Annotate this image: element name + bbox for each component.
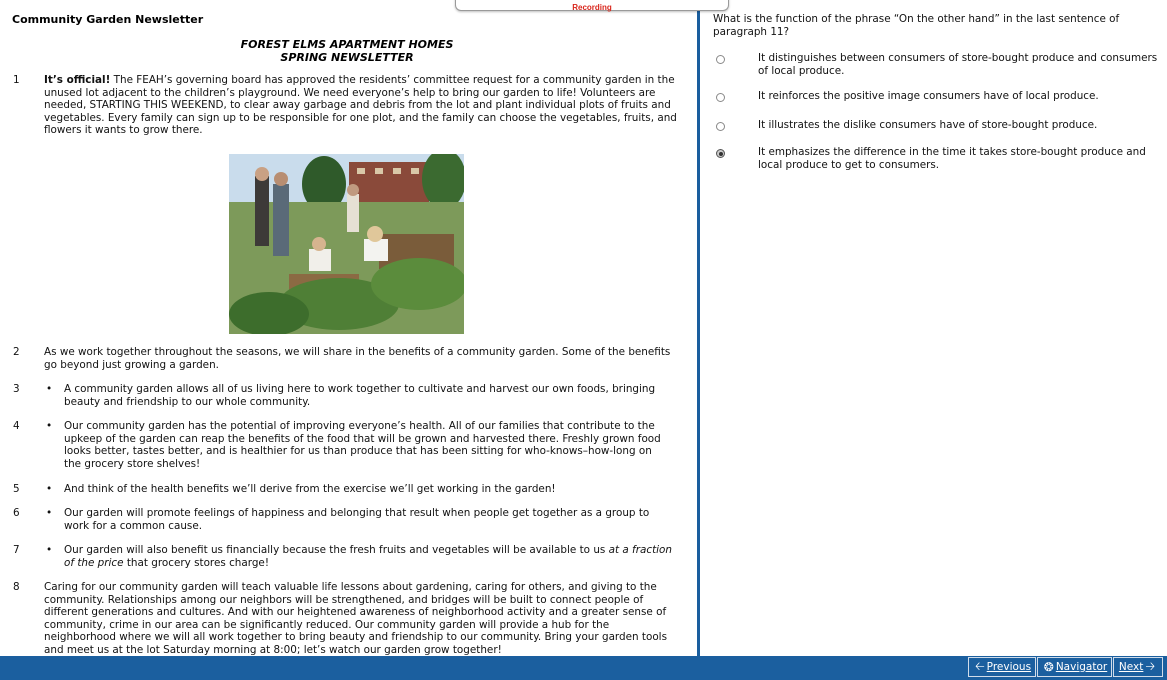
recording-indicator	[455, 0, 729, 11]
answer-option-text[interactable]: It illustrates the dislike consumers have of store-bought produce.	[758, 119, 1098, 131]
paragraph-body	[64, 544, 672, 569]
navigator-icon: ❂	[1043, 660, 1054, 674]
answer-option-text[interactable]: It distinguishes between consumers of store-bought produce and consumers of local produce.	[758, 52, 1158, 77]
answer-option-text[interactable]: It emphasizes the difference in the time it takes store-bought produce and local produce to get to consumers.	[758, 146, 1146, 171]
bullet-mark: •	[46, 420, 53, 432]
bullet-mark: •	[46, 544, 53, 556]
newsletter-heading-line1: FOREST ELMS APARTMENT HOMES	[240, 38, 454, 51]
previous-button[interactable]	[968, 657, 1036, 677]
question-prompt: What is the function of the phrase “On the other hand” in the last sentence of paragraph 11?	[713, 13, 1120, 38]
bullet-mark: •	[46, 483, 53, 495]
radio-button-selected[interactable]	[716, 149, 725, 158]
paragraph-text: that grocery stores charge!	[123, 556, 269, 569]
paragraph-body	[44, 74, 678, 137]
paragraph-number: 6	[13, 507, 20, 519]
radio-button[interactable]	[716, 55, 725, 64]
paragraph-lead: It’s official!	[44, 74, 111, 86]
answer-option-c[interactable]	[700, 119, 1167, 135]
paragraph-number: 8	[13, 581, 20, 593]
paragraph-number: 2	[13, 346, 20, 358]
garden-photo	[229, 154, 464, 334]
recording-label: Recording	[572, 3, 612, 12]
paragraph-number: 1	[13, 74, 20, 86]
paragraph-text: A community garden allows all of us living here to work together to cultivate and harvest our own foods, bringing beauty and friendship to our whole community.	[64, 383, 656, 408]
answer-option-b[interactable]	[700, 90, 1167, 106]
paragraph-number: 5	[13, 483, 20, 495]
previous-label: Previous	[986, 661, 1032, 673]
paragraph-number: 4	[13, 420, 20, 432]
navigator-button[interactable]	[1037, 657, 1112, 677]
radio-button[interactable]	[716, 93, 725, 102]
paragraph-text: The FEAH’s governing board has approved the residents’ committee request for a community garden in the unused lot adjacent to the children’s playground. We need everyone’s help to bring our garden to life! Volunteers are needed, STARTING THIS WEEKEND, to clear away garbage and debris from the lot and plant individual plots of fruits and vegetables. Every family can sign up to be responsible for one plot, and the family can choose the vegetables, fruits, and flowers it wants to grow there.	[44, 74, 677, 137]
bullet-mark: •	[46, 383, 53, 395]
paragraph-text: As we work together throughout the seasons, we will share in the benefits of a community garden. Some of the benefits go beyond just growing a garden.	[44, 346, 671, 371]
arrow-right-icon: 🡢	[1145, 658, 1156, 673]
paragraph-number: 3	[13, 383, 20, 395]
arrow-left-icon: 🡠	[974, 658, 985, 673]
paragraph-italic-phrase: at a fraction of the price	[64, 544, 672, 569]
answer-option-text[interactable]: It reinforces the positive image consumers have of local produce.	[758, 90, 1099, 102]
paragraph-number: 7	[13, 544, 20, 556]
paragraph-text: Caring for our community garden will teach valuable life lessons about gardening, caring for others, and giving to the community. Relationships among our neighbors will be strengthened, and bridges will be built to connect people of different generations and cultures. And with our heightened awareness of neighborhood activity and a greater sense of community, crime in our area can be significantly reduced. Our community garden will provide a hub for the neighborhood where we will all work together to bring beauty and friendship to our community. Bring your garden tools and meet us at the lot Saturday morning at 8:00; let’s watch our garden grow together!	[44, 581, 667, 656]
next-button[interactable]	[1113, 657, 1163, 677]
paragraph-text: Our garden will also benefit us financially because the fresh fruits and vegetables will be available to us	[64, 544, 609, 556]
answer-option-d[interactable]	[700, 146, 1167, 174]
paragraph-text: And think of the health benefits we’ll derive from the exercise we’ll get working in the garden!	[64, 483, 556, 495]
navigator-label: Navigator	[1055, 661, 1108, 673]
passage-title: Community Garden Newsletter	[12, 13, 204, 26]
answer-option-a[interactable]	[700, 52, 1167, 80]
bottom-nav-bar	[0, 656, 1167, 680]
newsletter-heading-line2: SPRING NEWSLETTER	[280, 51, 414, 64]
question-pane	[700, 0, 1167, 656]
paragraph-text: Our community garden has the potential of improving everyone’s health. All of our families that contribute to the upkeep of the garden can reap the benefits of the food that will be grown and harvested there. Freshly grown food looks better, tastes better, and is healthier for us than produce that has been sitting for who-knows–how-long on the grocery store shelves!	[64, 420, 661, 470]
radio-button[interactable]	[716, 122, 725, 131]
bullet-mark: •	[46, 507, 53, 519]
next-label: Next	[1118, 661, 1144, 673]
paragraph-text: Our garden will promote feelings of happiness and belonging that result when people get together as a group to work for a common cause.	[64, 507, 650, 532]
